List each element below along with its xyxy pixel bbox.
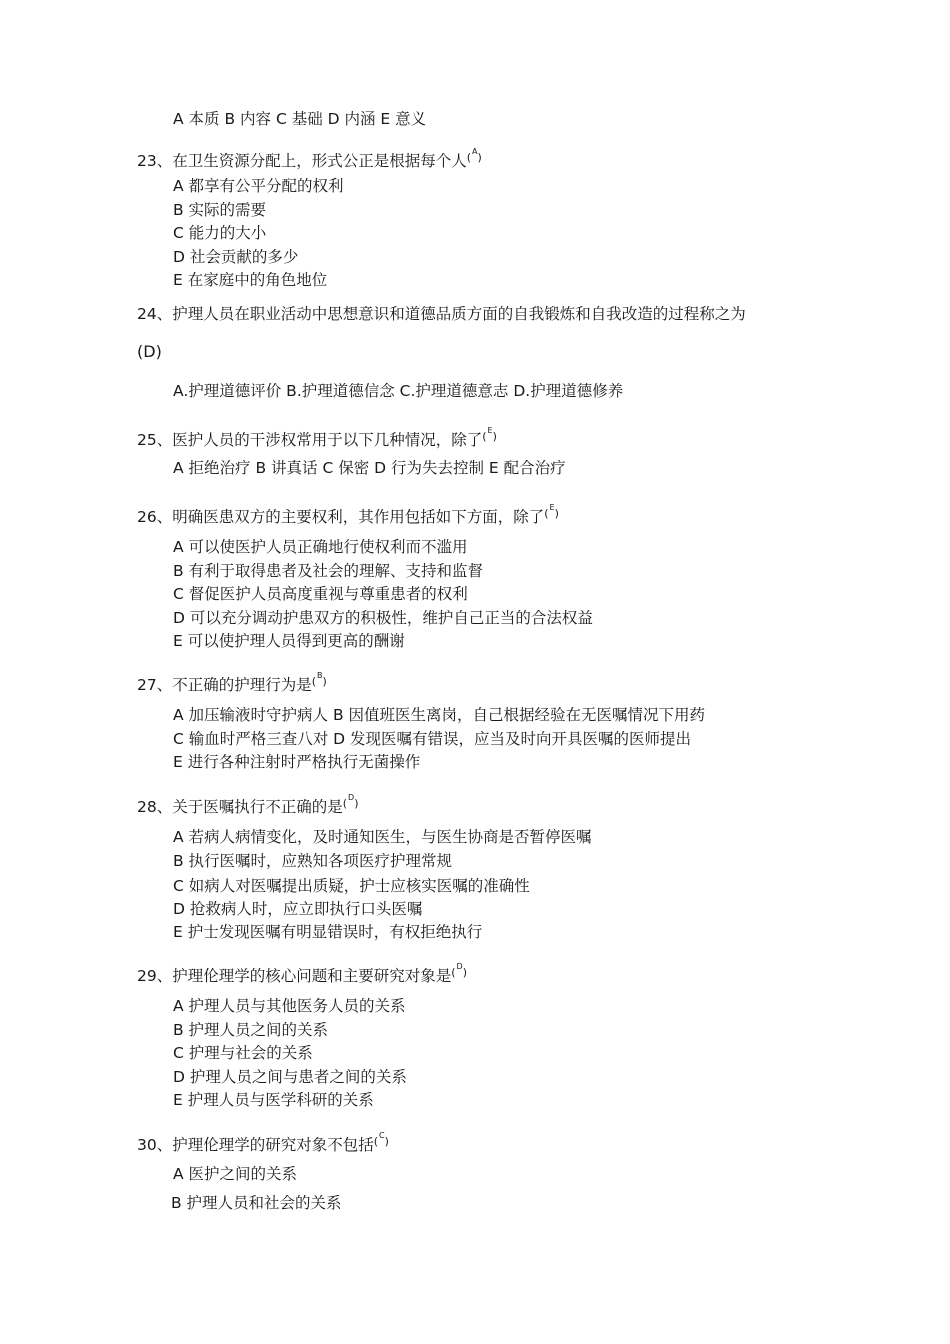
question-24-answer: (D)	[137, 342, 162, 361]
question-30-text: 30、护理伦理学的研究对象不包括	[137, 1136, 374, 1154]
q23-option-a: A 都享有公平分配的权利	[173, 177, 344, 195]
q28-option-d: D 抢救病人时，应立即执行口头医嘱	[173, 900, 423, 918]
question-26-answer: (E)	[544, 503, 559, 520]
question-29	[137, 957, 467, 986]
question-24: 24、护理人员在职业活动中思想意识和道德品质方面的自我锻炼和自我改造的过程称之为	[137, 305, 746, 323]
q27-option-line-1: A 加压输液时守护病人 B 因值班医生离岗，自己根据经验在无医嘱情况下用药	[173, 706, 706, 724]
q26-option-c: C 督促医护人员高度重视与尊重患者的权利	[173, 585, 468, 603]
q29-option-d: D 护理人员之间与患者之间的关系	[173, 1068, 407, 1086]
question-30	[137, 1126, 389, 1155]
q27-option-line-3: E 进行各种注射时严格执行无菌操作	[173, 753, 421, 771]
q24-options: A.护理道德评价 B.护理道德信念 C.护理道德意志 D.护理道德修养	[173, 382, 624, 400]
question-30-answer: (C)	[373, 1131, 389, 1148]
question-23	[137, 142, 482, 171]
question-28	[137, 788, 359, 817]
q28-option-c: C 如病人对医嘱提出质疑，护士应核实医嘱的准确性	[173, 877, 530, 895]
q22-options: A 本质 B 内容 C 基础 D 内涵 E 意义	[173, 110, 427, 128]
question-23-answer: (A)	[466, 147, 482, 164]
q29-option-a: A 护理人员与其他医务人员的关系	[173, 997, 406, 1015]
question-26	[137, 498, 559, 527]
q29-option-b: B 护理人员之间的关系	[173, 1021, 329, 1039]
question-27	[137, 666, 327, 695]
q29-option-e: E 护理人员与医学科研的关系	[173, 1091, 374, 1109]
question-27-answer: (B)	[311, 671, 327, 688]
q30-option-a: A 医护之间的关系	[173, 1165, 298, 1183]
question-25-text: 25、医护人员的干涉权常用于以下几种情况，除了	[137, 431, 483, 449]
q26-option-a: A 可以使医护人员正确地行使权利而不滥用	[173, 538, 468, 556]
q23-option-c: C 能力的大小	[173, 224, 267, 242]
question-28-text: 28、关于医嘱执行不正确的是	[137, 798, 343, 816]
q28-option-e: E 护士发现医嘱有明显错误时，有权拒绝执行	[173, 923, 483, 941]
q23-option-e: E 在家庭中的角色地位	[173, 271, 328, 289]
q28-option-b: B 执行医嘱时，应熟知各项医疗护理常规	[173, 852, 453, 870]
q23-option-d: D 社会贡献的多少	[173, 248, 299, 266]
q25-options: A 拒绝治疗 B 讲真话 C 保密 D 行为失去控制 E 配合治疗	[173, 459, 566, 477]
q23-option-b: B 实际的需要	[173, 201, 267, 219]
q28-option-a: A 若病人病情变化，及时通知医生，与医生协商是否暂停医嘱	[173, 828, 592, 846]
q30-option-b: B 护理人员和社会的关系	[171, 1194, 342, 1212]
question-29-text: 29、护理伦理学的核心问题和主要研究对象是	[137, 967, 452, 985]
question-25-answer: (E)	[482, 426, 497, 443]
q29-option-c: C 护理与社会的关系	[173, 1044, 313, 1062]
question-27-text: 27、不正确的护理行为是	[137, 676, 312, 694]
question-23-text: 23、在卫生资源分配上，形式公正是根据每个人	[137, 152, 467, 170]
q26-option-b: B 有利于取得患者及社会的理解、支持和监督	[173, 562, 484, 580]
q26-option-e: E 可以使护理人员得到更高的酬谢	[173, 632, 405, 650]
question-26-text: 26、明确医患双方的主要权利，其作用包括如下方面，除了	[137, 508, 545, 526]
question-28-answer: (D)	[342, 793, 359, 810]
q27-option-line-2: C 输血时严格三查八对 D 发现医嘱有错误，应当及时向开具医嘱的医师提出	[173, 730, 692, 748]
question-29-answer: (D)	[451, 962, 467, 979]
question-25	[137, 421, 497, 450]
q26-option-d: D 可以充分调动护患双方的积极性，维护自己正当的合法权益	[173, 609, 593, 627]
